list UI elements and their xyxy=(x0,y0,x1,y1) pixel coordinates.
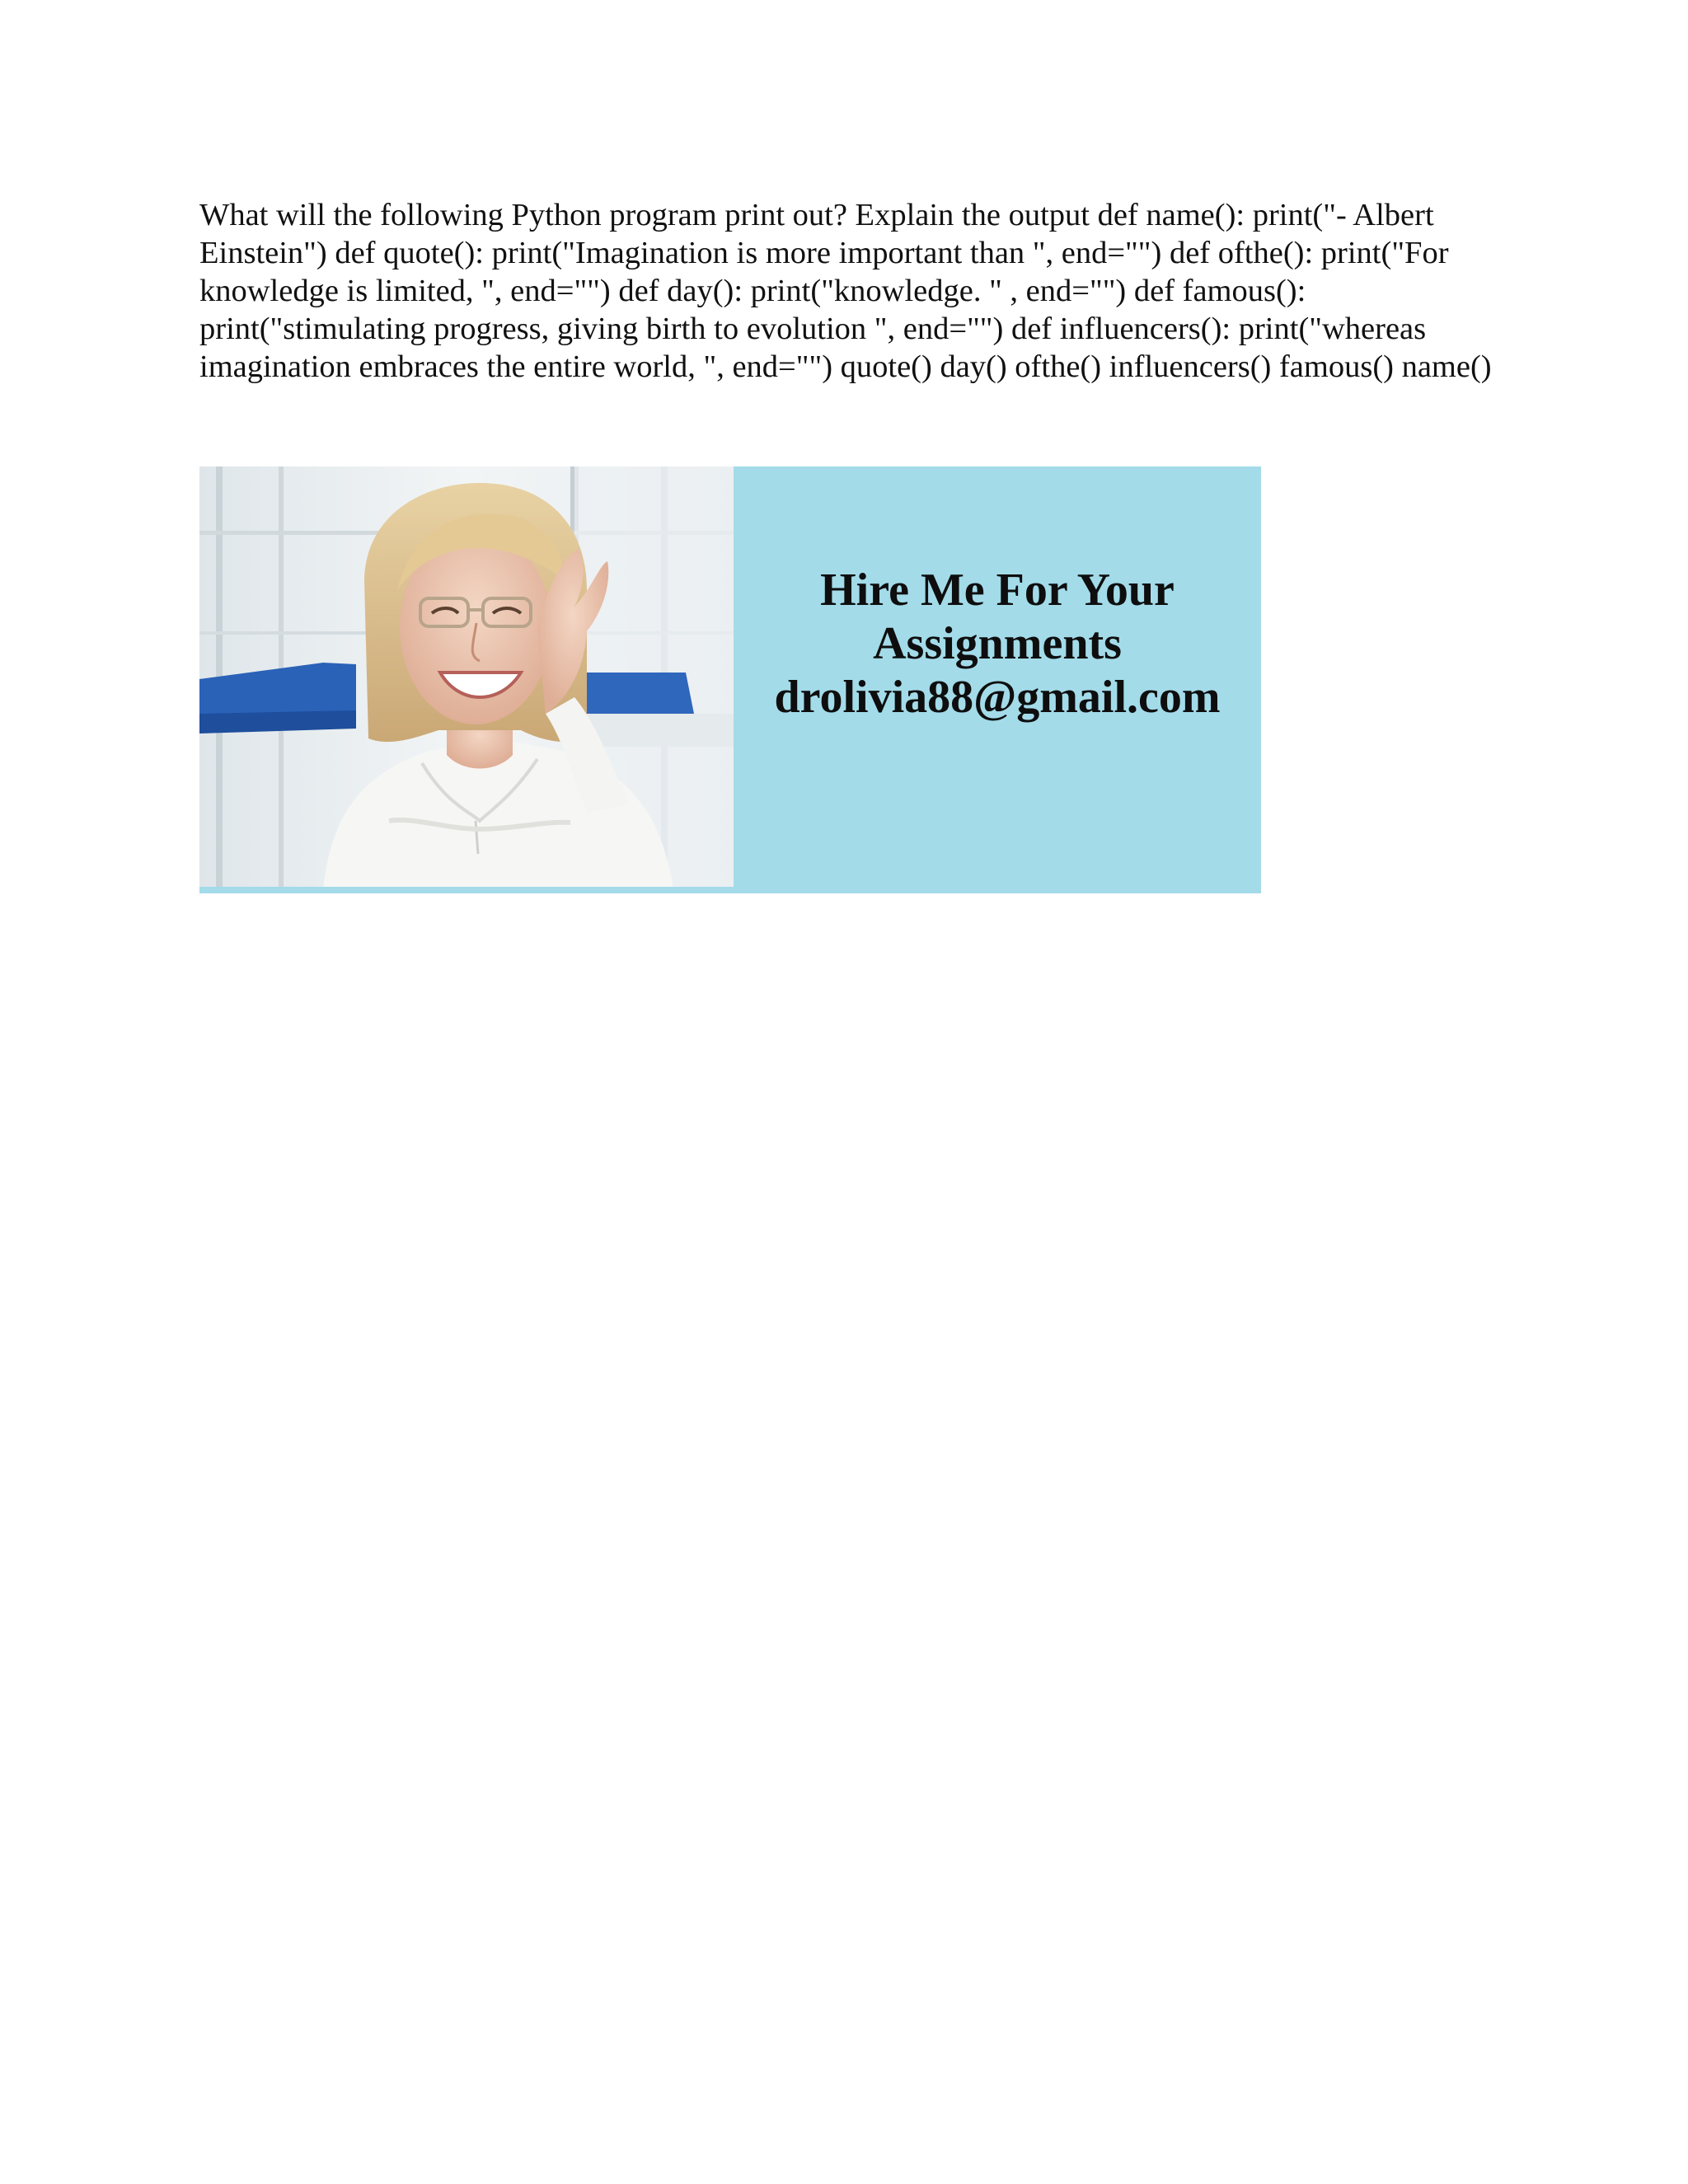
advertisement-banner xyxy=(199,466,1261,893)
ad-text xyxy=(734,564,1261,724)
woman-photo-illustration xyxy=(199,466,734,888)
ad-headline-line-2: Assignments xyxy=(873,618,1122,669)
ad-headline-line-1: Hire Me For Your xyxy=(820,565,1175,616)
ad-email: drolivia88@gmail.com xyxy=(774,672,1221,723)
banner-bottom-strip xyxy=(199,887,1261,893)
question-text: What will the following Python program print out? Explain the output def name(): print("- Albert Einstein") def quote(): print("Imagination is more important than ", end="") def ofthe(): print("For knowledge is limited, ", end="") def day(): print("knowledge. " , end="") def famous(): print("stimulating progress, giving birth to evolution ", end="") def influencers(): print("whereas imagination embraces the entire world, ", end="") quote() day() ofthe() influencers() famous() name() xyxy=(199,198,1492,384)
woman-photo xyxy=(199,466,734,888)
ad-text-panel xyxy=(734,466,1261,893)
